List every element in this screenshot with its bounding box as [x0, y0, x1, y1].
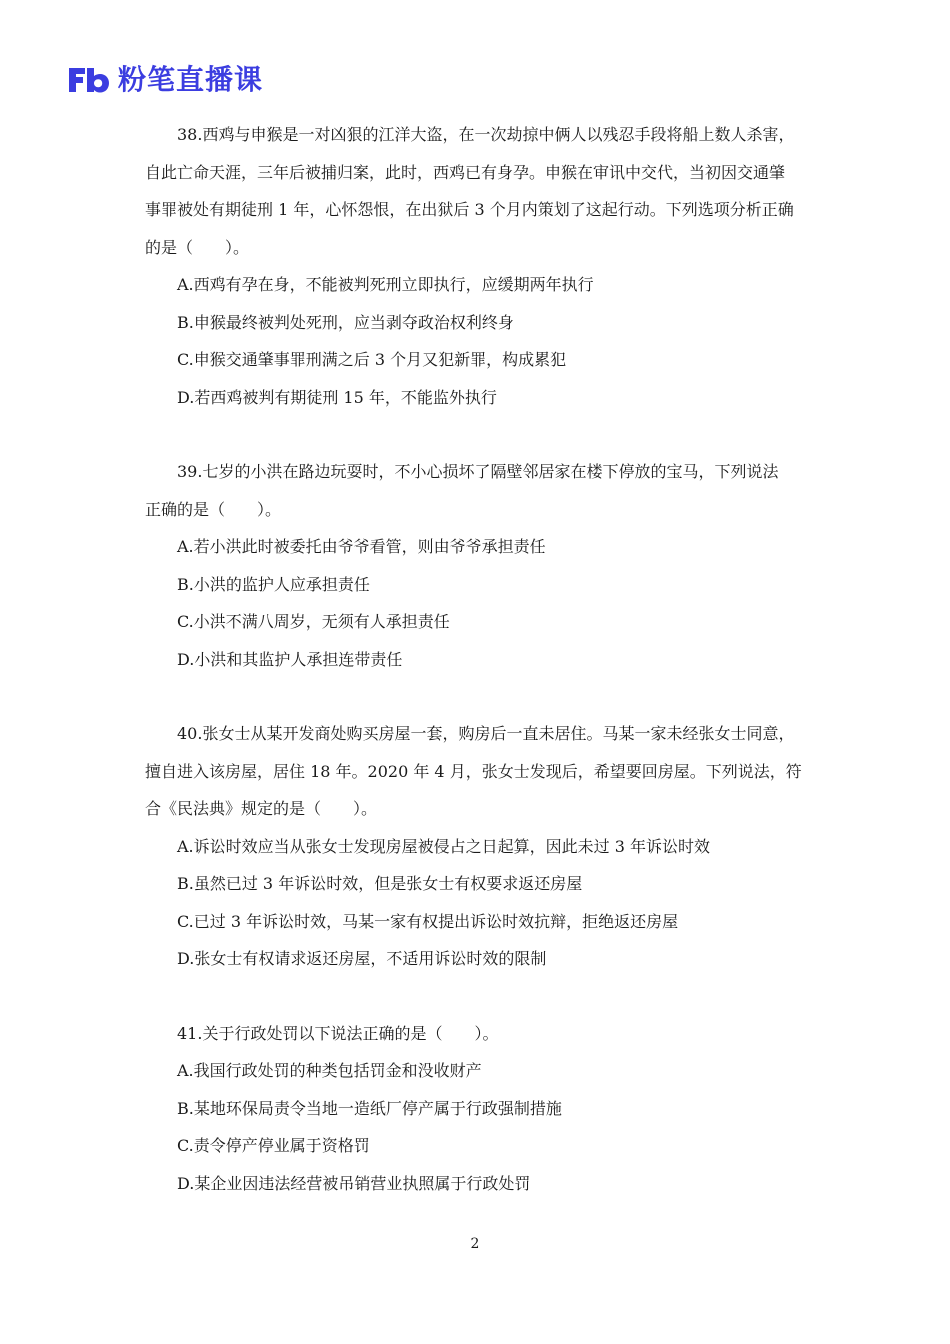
answer-option: C.责令停产停业属于资格罚	[177, 1136, 370, 1155]
question-stem-line: 41.关于行政处罚以下说法正确的是（ ）。	[177, 1023, 499, 1043]
answer-option: C.已过 3 年诉讼时效，马某一家有权提出诉讼时效抗辩，拒绝返还房屋	[177, 911, 679, 931]
question-stem-line: 39.七岁的小洪在路边玩耍时，不小心损坏了隔壁邻居家在楼下停放的宝马，下列说法	[177, 462, 779, 481]
question-stem-line: 合《民法典》规定的是（ ）。	[145, 799, 378, 818]
page-number: 2	[470, 1236, 480, 1252]
brand-logo	[66, 64, 263, 96]
answer-option: B.小洪的监护人应承担责任	[177, 574, 370, 594]
fb-logo-icon	[66, 64, 112, 96]
answer-option: A.若小洪此时被委托由爷爷看管，则由爷爷承担责任	[177, 537, 546, 556]
answer-option: A.诉讼时效应当从张女士发现房屋被侵占之日起算，因此未过 3 年诉讼时效	[177, 836, 710, 856]
answer-option: D.若西鸡被判有期徒刑 15 年，不能监外执行	[177, 387, 497, 407]
question-stem-line: 自此亡命天涯，三年后被捕归案，此时，西鸡已有身孕。申猴在审讯中交代，当初因交通肇	[145, 162, 786, 182]
question-stem-line: 擅自进入该房屋，居住 18 年。2020 年 4 月，张女士发现后，希望要回房屋。下列说法，符	[145, 761, 802, 781]
answer-option: C.小洪不满八周岁，无须有人承担责任	[177, 612, 450, 631]
question-block	[145, 1015, 810, 1203]
answer-option: B.虽然已过 3 年诉讼时效，但是张女士有权要求返还房屋	[177, 874, 583, 893]
question-stem-line: 40.张女士从某开发商处购买房屋一套，购房后一直未居住。马某一家未经张女士同意，	[177, 724, 795, 743]
logo-text: 粉笔直播课	[118, 63, 264, 96]
question-stem-line: 的是（ ）。	[145, 237, 250, 257]
question-stem-line: 38.西鸡与申猴是一对凶狠的江洋大盗，在一次劫掠中俩人以残忍手段将船上数人杀害，	[177, 125, 795, 144]
answer-option: A.我国行政处罚的种类包括罚金和没收财产	[177, 1061, 482, 1080]
answer-option: C.申猴交通肇事罪刑满之后 3 个月又犯新罪，构成累犯	[177, 350, 567, 369]
question-block	[145, 116, 810, 416]
question-stem-line: 事罪被处有期徒刑 1 年，心怀怨恨，在出狱后 3 个月内策划了这起行动。下列选项分析正确	[145, 200, 794, 219]
question-block	[145, 715, 810, 978]
question-stem-line: 正确的是（ ）。	[145, 499, 282, 519]
question-block	[145, 453, 810, 678]
answer-option: B.申猴最终被判处死刑，应当剥夺政治权利终身	[177, 312, 514, 332]
answer-option: D.张女士有权请求返还房屋，不适用诉讼时效的限制	[177, 949, 547, 968]
answer-option: B.某地环保局责令当地一造纸厂停产属于行政强制措施	[177, 1098, 562, 1118]
question-list	[145, 116, 810, 1239]
answer-option: D.某企业因违法经营被吊销营业执照属于行政处罚	[177, 1173, 531, 1193]
answer-option: D.小洪和其监护人承担连带责任	[177, 649, 403, 669]
answer-option: A.西鸡有孕在身，不能被判死刑立即执行，应缓期两年执行	[177, 275, 594, 294]
